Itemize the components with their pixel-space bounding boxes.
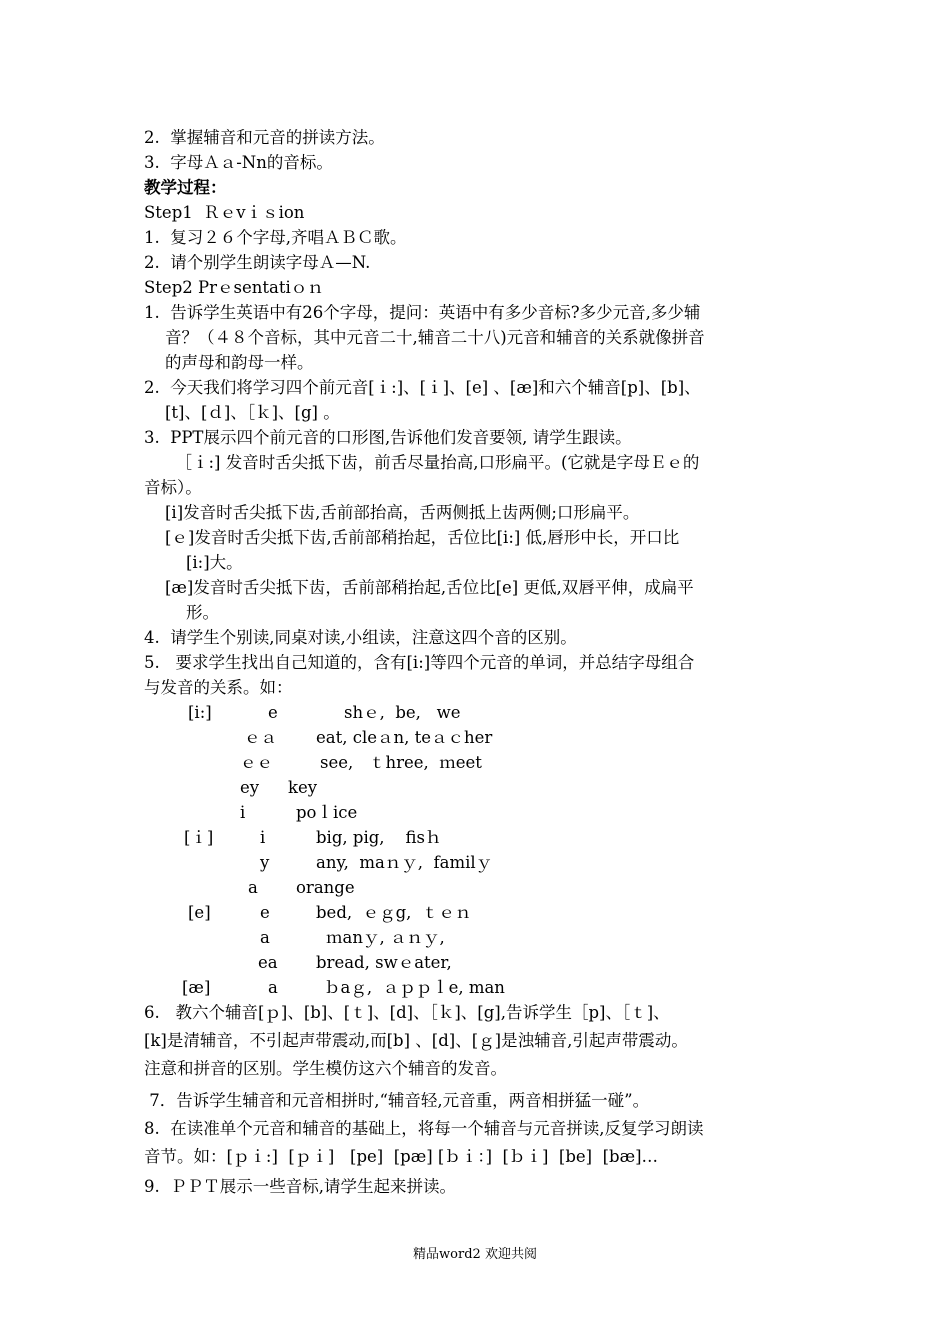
example-words: eat, cleａn, teａｃher	[316, 728, 493, 747]
step2-item-1-line-a: 1. 告诉学生英语中有26个字母，提问：英语中有多少音标?多少元音,多少辅	[144, 303, 701, 322]
vowel-i-long-desc-b: 音标）。	[144, 478, 202, 497]
example-phonetic: [i:]	[188, 703, 212, 722]
example-words: any, maｎｙ, familｙ	[316, 853, 493, 872]
example-spelling: e	[260, 903, 270, 922]
step2-item-1-line-c: 的声母和韵母一样。	[144, 353, 314, 372]
example-spelling: i	[240, 803, 246, 822]
section-heading-teaching-process: 教学过程：	[144, 178, 227, 197]
example-words: bread, swｅater,	[316, 953, 452, 972]
example-words: key	[288, 778, 318, 797]
example-phonetic: [æ]	[182, 978, 211, 997]
step2-item-7: 7．告诉学生辅音和元音相拼时,“辅音轻,元音重，两音相拼猛一碰”。	[144, 1091, 650, 1110]
example-words: shｅ, be, we	[344, 703, 461, 722]
vowel-ae-desc-b: 形。	[144, 603, 219, 622]
step2-item-8-line-b: 音节。如：[ｐｉ:] [ｐｉ] [pe] [pæ] [ｂｉ：] [ｂｉ] [be] [bæ]…	[144, 1147, 659, 1166]
example-words: orange	[296, 878, 355, 897]
step2-item-3: 3. PPT展示四个前元音的口形图,告诉他们发音要领, 请学生跟读。	[144, 428, 632, 447]
example-spelling: a	[268, 978, 278, 997]
example-words: ｂaｇ, ａｐｐｌe, man	[324, 978, 505, 997]
step2-item-4: 4. 请学生个别读,同桌对读,小组读，注意这四个音的区别。	[144, 628, 577, 647]
objective-line-2: 2. 掌握辅音和元音的拼读方法。	[144, 128, 385, 147]
example-spelling: a	[260, 928, 270, 947]
step2-heading: Step2 Prｅsentatiｏｎ	[144, 278, 324, 297]
vowel-e-desc-a: [ｅ]发音时舌尖抵下齿,舌前部稍抬起，舌位比[i:] 低,唇形中长，开口比	[144, 528, 680, 547]
example-words: poｌice	[296, 803, 358, 822]
step2-item-1-line-b: 音？（４８个音标，其中元音二十,辅音二十八)元音和辅音的关系就像拼音	[144, 328, 705, 347]
objective-line-3: 3. 字母Ａａ-Nn的音标。	[144, 153, 333, 172]
vowel-ae-desc-a: [æ]发音时舌尖抵下齿，舌前部稍抬起,舌位比[e] 更低,双唇平伸，成扁平	[144, 578, 694, 597]
example-spelling: ea	[258, 953, 278, 972]
example-phonetic: [ｉ]	[184, 828, 214, 847]
example-spelling: e	[268, 703, 278, 722]
example-spelling: ｅｅ	[240, 753, 273, 772]
step2-item-5-line-b: 与发音的关系。如：	[144, 678, 293, 697]
step2-item-2-line-a: 2. 今天我们将学习四个前元音[ｉ:]、[ｉ]、[e] 、[æ]和六个辅音[p]、[b]、	[144, 378, 701, 397]
step1-item-1: 1. 复习２６个字母,齐唱ＡＢＣ歌。	[144, 228, 407, 247]
step2-item-6-line-a: 6. 教六个辅音[ｐ]、[b]、[ｔ]、[d]、［ｋ]、[g],告诉学生［p]、［ｔ]、	[144, 1003, 670, 1022]
example-phonetic: [e]	[188, 903, 211, 922]
example-words: big, pig, fisｈ	[316, 828, 442, 847]
example-words: see, ｔhree, ｍeet	[320, 753, 482, 772]
example-spelling: a	[248, 878, 258, 897]
example-words: bed, ｅｇg, ｔｅｎ	[316, 903, 472, 922]
page-footer: 精品word2 欢迎共阅	[413, 1247, 537, 1262]
example-spelling: ｅａ	[244, 728, 277, 747]
step2-item-2-line-b: [t]、[ｄ]、［ｋ]、[g] 。	[144, 403, 340, 422]
example-spelling: y	[260, 853, 270, 872]
example-words: ｍanｙ, ａｎｙ,	[326, 928, 445, 947]
step2-item-6-line-b: [k]是清辅音，不引起声带震动,而[b] 、[d]、[ｇ]是浊辅音,引起声带震动。	[144, 1031, 688, 1050]
step1-heading: Step1 Ｒｅvｉｓion	[144, 203, 305, 222]
step2-item-5-line-a: 5. 要求学生找出自己知道的，含有[i:]等四个元音的单词，并总结字母组合	[144, 653, 695, 672]
step2-item-6-line-c: 注意和拼音的区别。学生模仿这六个辅音的发音。	[144, 1059, 507, 1078]
vowel-i-long-desc-a: ［ｉ:] 发音时舌尖抵下齿，前舌尽量抬高,口形扁平。(它就是字母Ｅｅ的	[144, 453, 700, 472]
vowel-i-short-desc: [i]发音时舌尖抵下齿,舌前部抬高，舌两侧抵上齿两侧;口形扁平。	[144, 503, 640, 522]
step2-item-8-line-a: 8. 在读准单个元音和辅音的基础上，将每一个辅音与元音拼读,反复学习朗读	[144, 1119, 704, 1138]
example-spelling: i	[260, 828, 266, 847]
step1-item-2: 2. 请个别学生朗读字母Ａ—N.	[144, 253, 371, 272]
step2-item-9: 9. ＰＰＴ展示一些音标,请学生起来拼读。	[144, 1177, 456, 1196]
vowel-e-desc-b: [i:]大。	[144, 553, 243, 572]
example-spelling: ey	[240, 778, 260, 797]
